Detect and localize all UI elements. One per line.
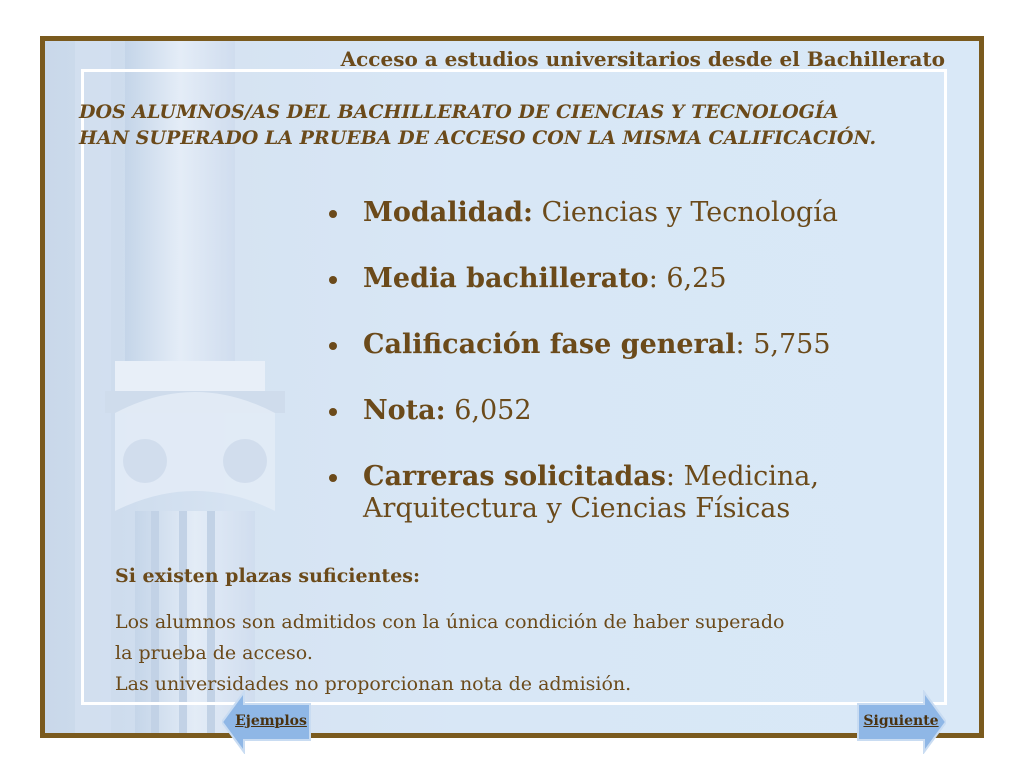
previous-button[interactable] (222, 690, 312, 754)
item-value: : 6,25 (648, 263, 727, 294)
bullet-icon (329, 474, 337, 482)
slide-title: Acceso a estudios universitarios desde el Bachillerato (340, 47, 945, 71)
condition-line-1: Los alumnos son admitidos con la única condición de haber superado (115, 611, 785, 633)
item-value-continued: Arquitectura y Ciencias Físicas (363, 493, 791, 524)
item-label: Media bachillerato (363, 263, 649, 294)
list-item-media (325, 263, 925, 295)
next-button-label: Siguiente (863, 713, 939, 729)
bullet-icon (329, 276, 337, 284)
subtitle-line-2: HAN SUPERADO LA PRUEBA DE ACCESO CON LA MISMA CALIFICACIÓN. (79, 127, 877, 149)
item-label: Nota: (363, 395, 446, 426)
condition-line-3: Las universidades no proporcionan nota de admisión. (115, 673, 632, 695)
list-item-modalidad (325, 197, 925, 229)
item-value: Ciencias y Tecnología (533, 197, 838, 228)
item-value: : Medicina, (665, 461, 819, 492)
item-value: : 5,755 (735, 329, 831, 360)
item-label: Carreras solicitadas (363, 461, 666, 492)
bullet-icon (329, 210, 337, 218)
item-label: Calificación fase general (363, 329, 736, 360)
slide-frame (40, 36, 984, 738)
bullet-icon (329, 408, 337, 416)
list-item-nota (325, 395, 925, 427)
bullet-icon (329, 342, 337, 350)
details-list (325, 197, 925, 559)
list-item-carreras (325, 461, 925, 525)
condition-text (115, 607, 935, 700)
list-item-calificacion (325, 329, 925, 361)
subtitle-line-1: DOS ALUMNOS/AS DEL BACHILLERATO DE CIENCIAS Y TECNOLOGÍA (79, 101, 839, 123)
item-label: Modalidad: (363, 197, 534, 228)
condition-line-2: la prueba de acceso. (115, 642, 313, 664)
slide-subtitle (79, 99, 959, 151)
item-value: 6,052 (445, 395, 532, 426)
condition-heading: Si existen plazas suficientes: (115, 565, 420, 587)
next-button[interactable] (856, 690, 946, 754)
previous-button-label: Ejemplos (235, 713, 307, 729)
